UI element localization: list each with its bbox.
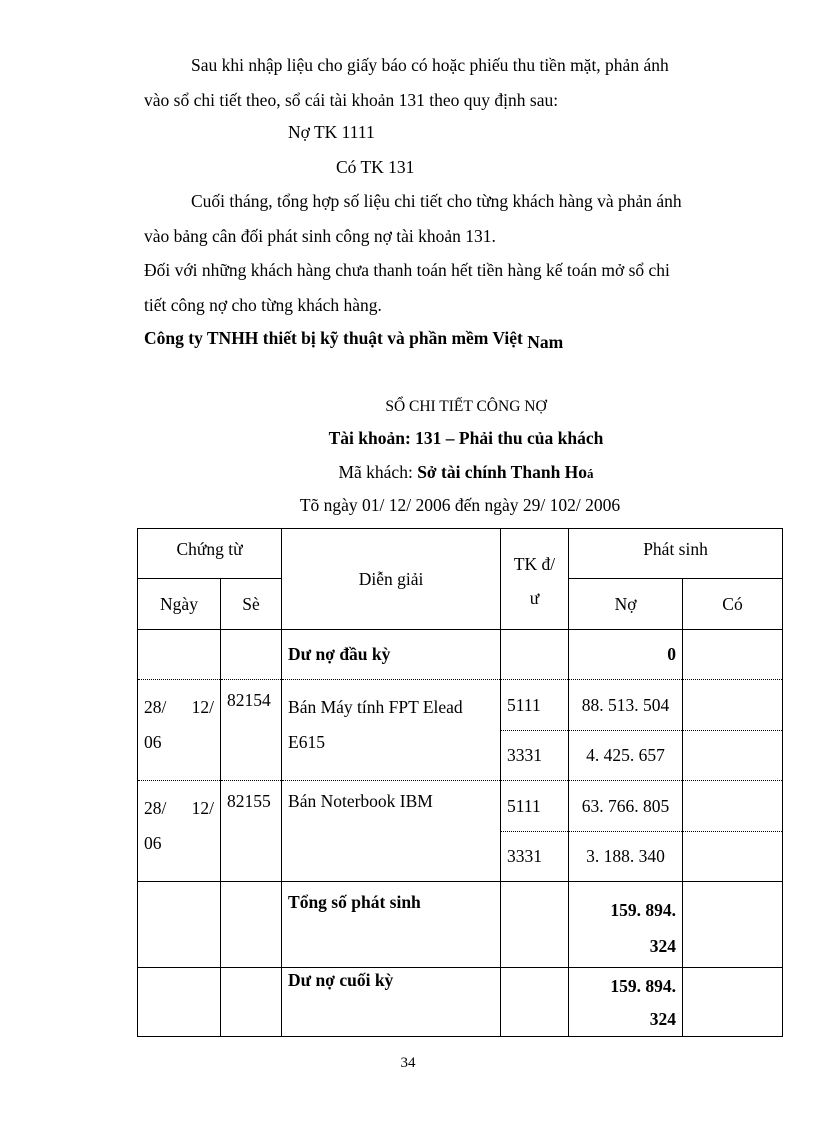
entry-date	[138, 680, 221, 781]
table-row	[138, 781, 783, 832]
total-debit-line: 159. 894.	[610, 900, 677, 920]
entry-date-day: 28/	[144, 697, 167, 717]
entry-account: 5111	[501, 680, 569, 731]
paragraph-line: tiết công nợ cho từng khách hàng.	[144, 295, 382, 315]
closing-debit-line: 159. 894.	[610, 976, 677, 996]
entry-date-year: 06	[144, 732, 162, 752]
col-description: Diễn giải	[282, 529, 501, 630]
ledger-table	[137, 528, 783, 1037]
col-arising: Phát sinh	[569, 529, 783, 579]
entry-account: 5111	[501, 781, 569, 832]
entry-date-month: 12/	[191, 798, 214, 818]
ledger-period: Tõ ngày 01/ 12/ 2006 đến ngày 29/ 102/ 2006	[299, 495, 621, 515]
entry-account: 3331	[501, 832, 569, 882]
col-date: Ngày	[138, 579, 221, 630]
table-row	[138, 680, 783, 731]
table-row	[138, 630, 783, 680]
col-voucher: Chứng từ	[138, 529, 282, 579]
entry-debit: 4. 425. 657	[569, 731, 683, 781]
paragraph-line: Cuối tháng, tổng hợp số liệu chi tiết cho từng khách hàng và phản ánh	[191, 191, 682, 211]
col-number: Sè	[221, 579, 282, 630]
total-label: Tổng số phát sinh	[282, 882, 501, 968]
entry-date	[138, 781, 221, 882]
entry-date-year: 06	[144, 833, 162, 853]
entry-debit-line: Nợ TK 1111	[288, 122, 375, 142]
col-account	[501, 529, 569, 630]
paragraph-line: Đối với những khách hàng chưa thanh toán hết tiền hàng kế toán mở sổ chi	[144, 260, 670, 280]
col-credit: Có	[683, 579, 783, 630]
entry-number: 82155	[221, 781, 282, 882]
customer-name-tail: á	[587, 466, 594, 481]
customer-name: Sở tài chính Thanh Ho	[417, 462, 588, 482]
table-row	[138, 882, 783, 968]
opening-debit: 0	[569, 630, 683, 680]
company-name	[144, 328, 564, 352]
closing-label: Dư nợ cuối kỳ	[282, 968, 501, 1037]
paragraph-line: vào bảng cân đối phát sinh công nợ tài khoản 131.	[144, 226, 496, 246]
ledger-customer	[58, 462, 816, 483]
customer-label: Mã khách:	[338, 462, 418, 482]
entry-debit: 63. 766. 805	[569, 781, 683, 832]
table-row	[138, 968, 783, 1037]
entry-debit: 88. 513. 504	[569, 680, 683, 731]
entry-number: 82154	[221, 680, 282, 781]
entry-description: Bán Noterbook IBM	[282, 781, 501, 882]
col-account-bottom: ư	[529, 588, 540, 608]
entry-credit-line: Có TK 131	[336, 157, 415, 177]
paragraph-line: Sau khi nhập liệu cho giấy báo có hoặc phiếu thu tiền mặt, phản ánh	[191, 55, 669, 75]
entry-description-line: Bán Máy tính FPT Elead	[288, 697, 463, 717]
company-name-text: Công ty TNHH thiết bị kỹ thuật và phần mềm Việt	[144, 328, 523, 348]
paragraph-line: vào sổ chi tiết theo, sổ cái tài khoản 131 theo quy định sau:	[144, 90, 559, 110]
entry-date-month: 12/	[191, 697, 214, 717]
entry-date-day: 28/	[144, 798, 167, 818]
total-debit	[569, 882, 683, 968]
company-name-tail: Nam	[527, 332, 564, 352]
header-row	[138, 529, 783, 579]
opening-label: Dư nợ đầu kỳ	[282, 630, 501, 680]
col-account-top: TK đ/	[513, 554, 556, 574]
total-debit-line: 324	[649, 936, 677, 956]
closing-debit-line: 324	[649, 1009, 677, 1029]
col-debit: Nợ	[569, 579, 683, 630]
entry-description-line: E615	[288, 732, 325, 752]
entry-debit: 3. 188. 340	[569, 832, 683, 882]
entry-account: 3331	[501, 731, 569, 781]
ledger-account: Tài khoản: 131 – Phải thu của khách	[328, 428, 604, 448]
page-number: 34	[400, 1055, 416, 1071]
ledger-title: SỔ CHI TIẾT CÔNG NỢ	[385, 398, 547, 415]
closing-debit	[569, 968, 683, 1037]
entry-description	[282, 680, 501, 781]
